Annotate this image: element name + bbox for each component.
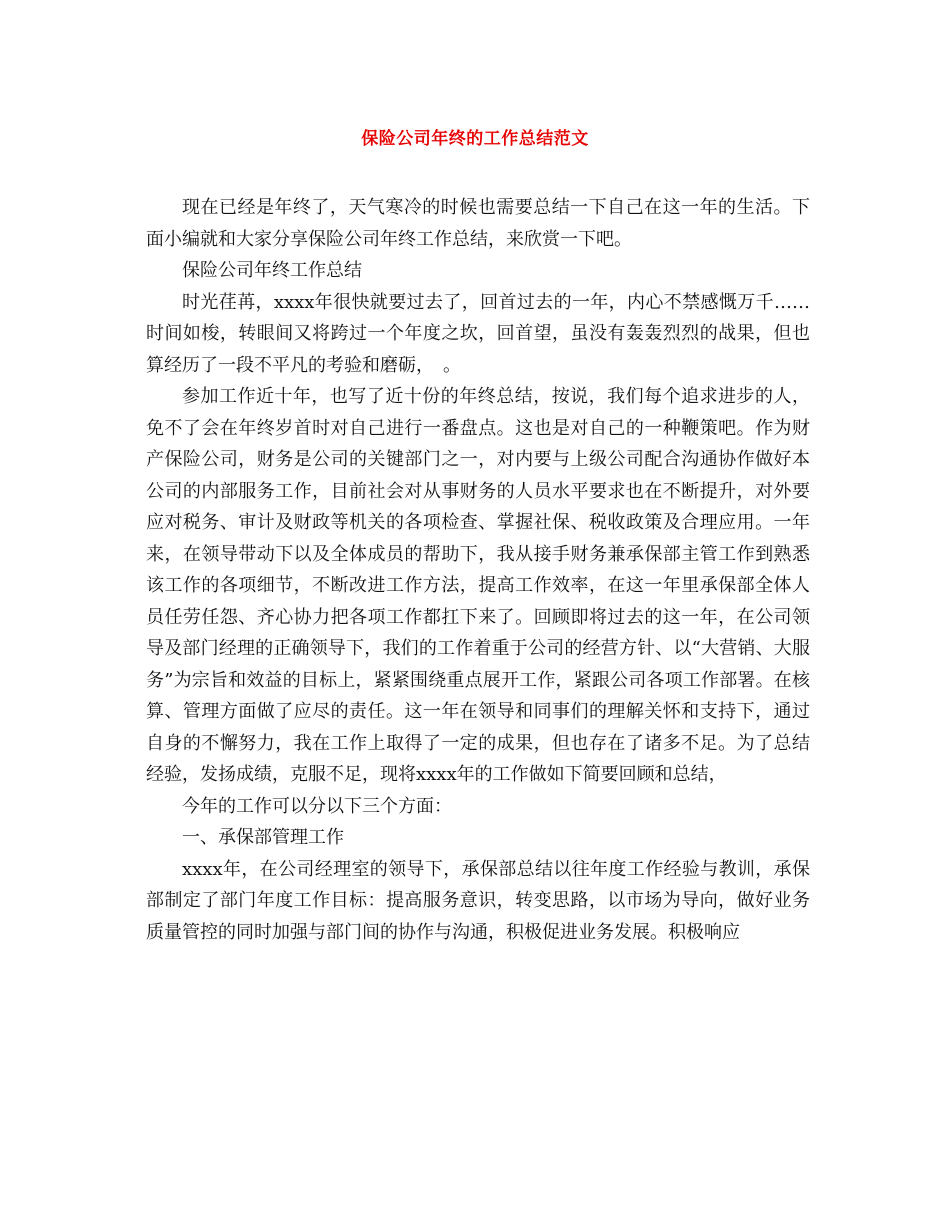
body-paragraph: xxxx年，在公司经理室的领导下，承保部总结以往年度工作经验与教训，承保部制定了部门年度工作目标：提高服务意识，转变思路，以市场为导向，做好业务质量管控的同时加强与部门间的协作与沟通，积极促进业务发展。积极响应: [146, 858, 810, 943]
document-title: 保险公司年终的工作总结范文: [361, 129, 589, 149]
section-heading: 保险公司年终工作总结: [182, 260, 362, 281]
body-paragraph: 今年的工作可以分以下三个方面：: [182, 795, 452, 817]
document-body: [146, 192, 810, 948]
intro-paragraph: 现在已经是年终了，天气寒冷的时候也需要总结一下自己在这一年的生活。下面小编就和大家分享保险公司年终工作总结，来欣赏一下吧。: [146, 197, 810, 250]
section-heading: 一、承保部管理工作: [182, 827, 344, 848]
body-paragraph: 时光荏苒，xxxx年很快就要过去了，回首过去的一年，内心不禁感慨万千……时间如梭，转眼间又将跨过一个年度之坎，回首望，虽没有轰轰烈烈的战果，但也算经历了一段不平凡的考验和磨砺， 。: [146, 291, 810, 376]
body-paragraph: 参加工作近十年，也写了近十份的年终总结，按说，我们每个追求进步的人，免不了会在年终岁首时对自己进行一番盘点。这也是对自己的一种鞭策吧。作为财产保险公司，财务是公司的关键部门之一，对内要与上级公司配合沟通协作做好本公司的内部服务工作，目前社会对从事财务的人员水平要求也在不断提升，对外要应对税务、审计及财政等机关的各项检查、掌握社保、税收政策及合理应用。一年来，在领导带动下以及全体成员的帮助下，我从接手财务兼承保部主管工作到熟悉该工作的各项细节，不断改进工作方法，提高工作效率，在这一年里承保部全体人员任劳任怨、齐心协力把各项工作都扛下来了。回顾即将过去的这一年，在公司领导及部门经理的正确领导下，我们的工作着重于公司的经营方针、以“大营销、大服务”为宗旨和效益的目标上，紧紧围绕重点展开工作，紧跟公司各项工作部署。在核算、管理方面做了应尽的责任。这一年在领导和同事们的理解关怀和支持下，通过自身的不懈努力，我在工作上取得了一定的成果，但也存在了诸多不足。为了总结经验，发扬成绩，克服不足，现将xxxx年的工作做如下简要回顾和总结，: [146, 386, 810, 785]
